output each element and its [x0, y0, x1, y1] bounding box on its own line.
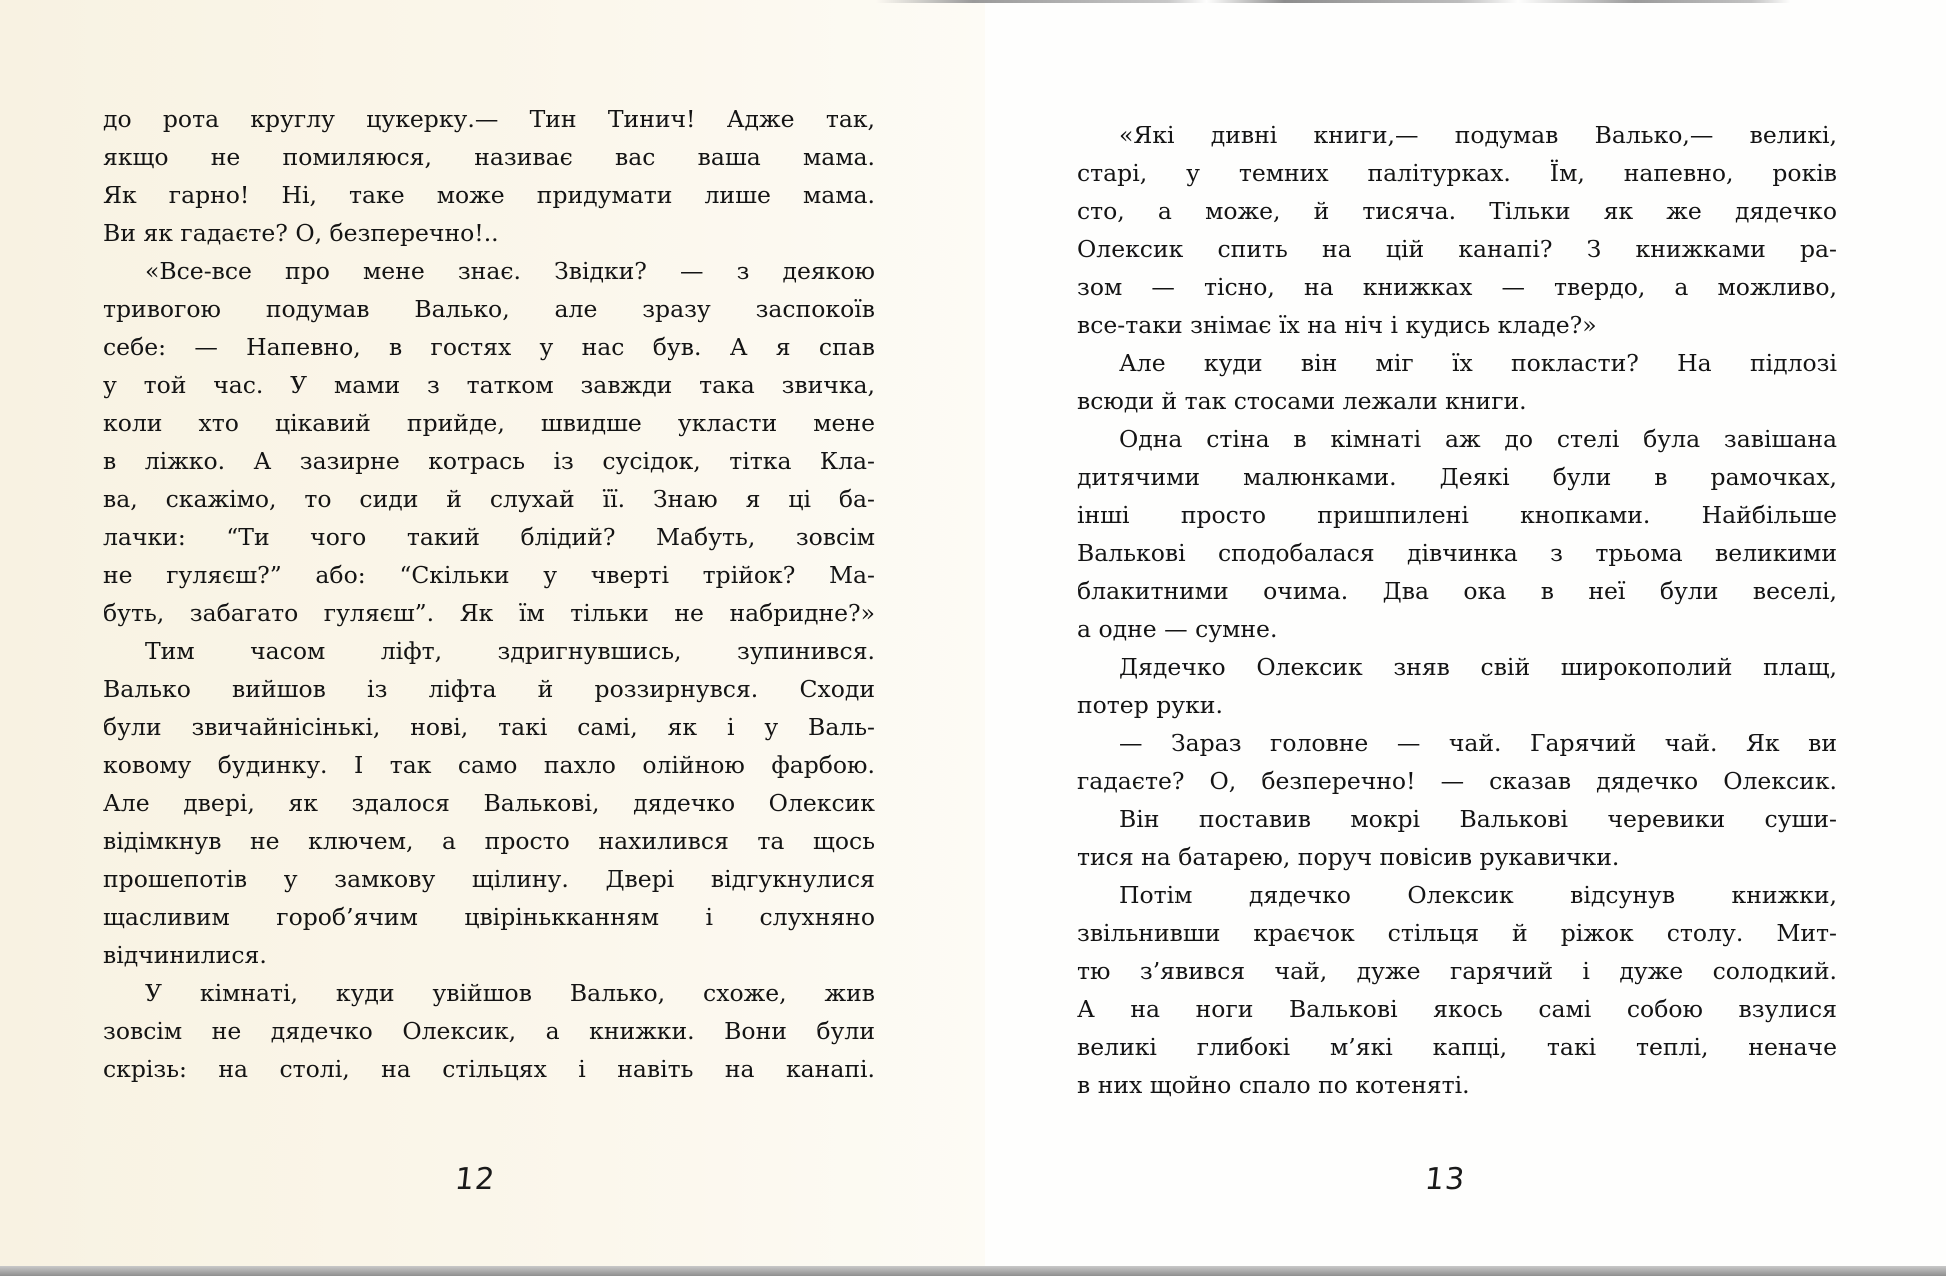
text-line: лачки: “Ти чого такий блідий? Мабуть, зовсім [103, 523, 875, 551]
text-line: гадаєте? О, безперечно! — сказав дядечко Олексик. [1077, 767, 1837, 795]
text-line: У кімнаті, куди увійшов Валько, схоже, жив [145, 979, 875, 1007]
text-line: всюди й так стосами лежали книги. [1077, 387, 1527, 415]
scan-bottom-edge [0, 1266, 1946, 1276]
text-line: буть, забагато гуляєш”. Як їм тільки не набридне?» [103, 599, 875, 627]
text-line: блакитними очима. Два ока в неї були веселі, [1077, 577, 1837, 605]
text-line: прошепотів у замкову щілину. Двері відгукнулися [103, 865, 875, 893]
text-line: великі глибокі м’які капці, такі теплі, неначе [1077, 1033, 1837, 1061]
text-line: у той час. У мами з татком завжди така звичка, [103, 371, 875, 399]
text-line: зом — тісно, на книжках — твердо, а можливо, [1077, 273, 1837, 301]
page-number-left: 12 [453, 1162, 498, 1197]
text-line: відчинилися. [103, 941, 267, 969]
text-line: ковому будинку. І так само пахло олійною фарбою. [103, 751, 875, 779]
text-line: зовсім не дядечко Олексик, а книжки. Вони були [103, 1017, 875, 1045]
text-line: потер руки. [1077, 691, 1223, 719]
text-line: Але двері, як здалося Валькові, дядечко Олексик [103, 789, 875, 817]
text-line: звільнивши краєчок стільця й ріжок столу. Мит- [1077, 919, 1837, 947]
text-line: в ліжко. А зазирне котрась із сусідок, тітка Кла- [103, 447, 875, 475]
text-line: — Зараз головне — чай. Гарячий чай. Як ви [1119, 729, 1837, 757]
text-line: Валькові сподобалася дівчинка з трьома великими [1077, 539, 1837, 567]
text-line: коли хто цікавий прийде, швидше укласти мене [103, 409, 875, 437]
text-line: Ви як гадаєте? О, безперечно!.. [103, 219, 499, 247]
text-line: «Які дивні книги,— подумав Валько,— великі, [1119, 121, 1837, 149]
text-line: були звичайнісінькі, нові, такі самі, як і у Валь- [103, 713, 875, 741]
text-line: Тим часом ліфт, здригнувшись, зупинився. [145, 637, 875, 665]
text-line: Потім дядечко Олексик відсунув книжки, [1119, 881, 1837, 909]
text-line: щасливим гороб’ячим цвірінькканням і слухняно [103, 903, 875, 931]
text-line: тривогою подумав Валько, але зразу заспокоїв [103, 295, 875, 323]
page-number-right: 13 [1423, 1162, 1468, 1197]
text-line: якщо не помиляюся, називає вас ваша мама. [103, 143, 875, 171]
scan-top-edge-shadow [0, 0, 1946, 3]
right-page-text [1077, 116, 1837, 1104]
text-line: дитячими малюнками. Деякі були в рамочках, [1077, 463, 1837, 491]
text-line: все-таки знімає їх на ніч і кудись кладе?» [1077, 311, 1597, 339]
text-line: Дядечко Олексик зняв свій широкополий плащ, [1119, 653, 1837, 681]
left-page-text [103, 100, 875, 1088]
text-line: Олексик спить на цій канапі? З книжками ра- [1077, 235, 1837, 263]
text-line: старі, у темних палітурках. Їм, напевно, років [1077, 159, 1837, 187]
text-line: Валько вийшов із ліфта й роззирнувся. Сходи [103, 675, 875, 703]
text-line: А на ноги Валькові якось самі собою взулися [1077, 995, 1837, 1023]
text-line: «Все-все про мене знає. Звідки? — з деякою [145, 257, 875, 285]
text-line: тися на батарею, поруч повісив рукавички. [1077, 843, 1620, 871]
text-line: до рота круглу цукерку.— Тин Тинич! Адже так, [103, 105, 875, 133]
text-line: сто, а може, й тисяча. Тільки як же дядечко [1077, 197, 1837, 225]
text-line: Але куди він міг їх покласти? На підлозі [1119, 349, 1837, 377]
text-line: ва, скажімо, то сиди й слухай її. Знаю я ці ба- [103, 485, 875, 513]
text-line: тю з’явився чай, дуже гарячий і дуже солодкий. [1077, 957, 1837, 985]
text-line: відімкнув не ключем, а просто нахилився та щось [103, 827, 875, 855]
text-line: скрізь: на столі, на стільцях і навіть на канапі. [103, 1055, 875, 1083]
text-line: Він поставив мокрі Валькові черевики суши- [1119, 805, 1837, 833]
text-line: не гуляєш?” або: “Скільки у чверті трійок? Ма- [103, 561, 875, 589]
text-line: інші просто пришпилені кнопками. Найбільше [1077, 501, 1837, 529]
text-line: Як гарно! Ні, таке може придумати лише мама. [103, 181, 875, 209]
text-line: Одна стіна в кімнаті аж до стелі була завішана [1119, 425, 1837, 453]
text-line: в них щойно спало по котеняті. [1077, 1071, 1470, 1099]
text-line: себе: — Напевно, в гостях у нас був. А я спав [103, 333, 875, 361]
text-line: а одне — сумне. [1077, 615, 1278, 643]
